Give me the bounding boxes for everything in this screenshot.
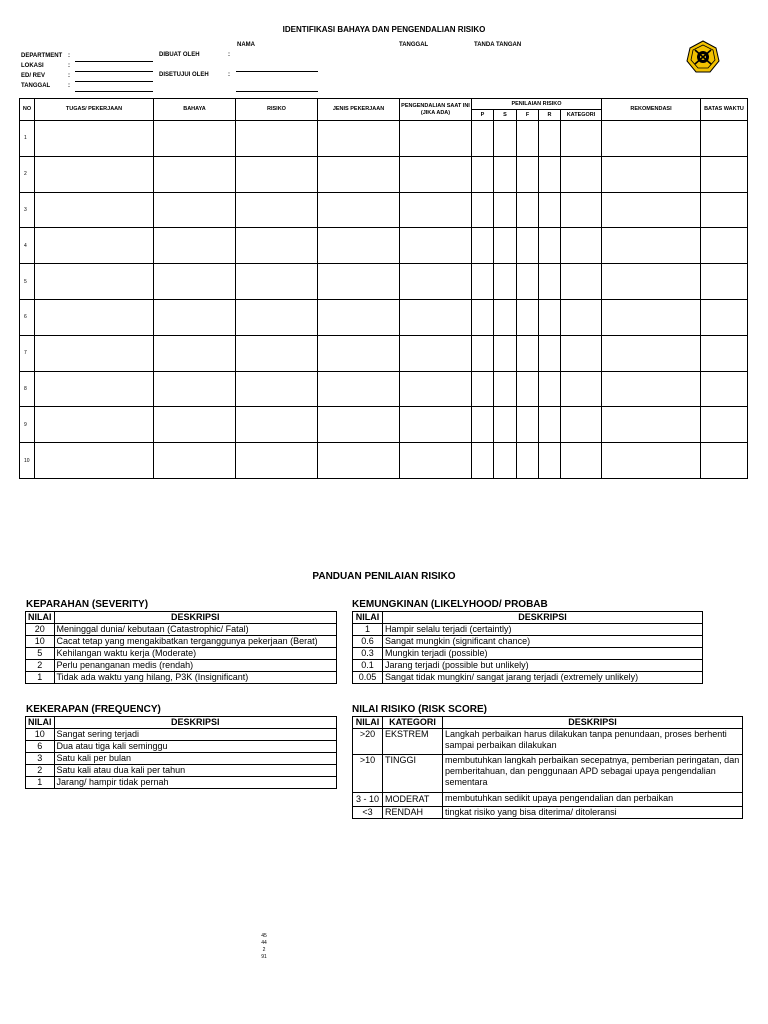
table-cell[interactable] <box>472 192 494 228</box>
frequency-nilai-header: NILAI <box>26 717 55 729</box>
row-number: 1 <box>20 121 35 157</box>
table-cell[interactable] <box>236 335 318 371</box>
table-cell[interactable] <box>154 299 236 335</box>
risk-score-deskripsi: tingkat risiko yang bisa diterima/ ditoleransi <box>443 807 743 819</box>
table-cell[interactable] <box>472 228 494 264</box>
risk-score-nilai: <3 <box>353 807 383 819</box>
frequency-row <box>26 729 337 741</box>
table-cell[interactable] <box>602 407 701 443</box>
table-cell[interactable] <box>35 264 154 300</box>
risk-score-nilai: >20 <box>353 729 383 755</box>
severity-row <box>26 624 337 636</box>
table-cell[interactable] <box>701 156 748 192</box>
risk-identification-table <box>19 98 748 479</box>
nama-header: NAMA <box>237 42 255 48</box>
table-cell[interactable] <box>318 192 400 228</box>
risk-score-row <box>353 755 743 793</box>
table-cell[interactable] <box>472 121 494 157</box>
table-cell[interactable] <box>400 407 472 443</box>
header-risiko: RISIKO <box>236 99 318 121</box>
table-row <box>20 192 748 228</box>
table-cell[interactable] <box>400 371 472 407</box>
lokasi-colon: : <box>68 63 70 69</box>
table-cell[interactable] <box>154 156 236 192</box>
table-cell[interactable] <box>539 228 561 264</box>
table-cell[interactable] <box>318 156 400 192</box>
frequency-nilai: 10 <box>26 729 55 741</box>
table-cell[interactable] <box>701 264 748 300</box>
risk-score-kategori: TINGGI <box>383 755 443 793</box>
risk-score-nilai: 3 - 10 <box>353 793 383 807</box>
footer-number: 2 <box>262 947 266 953</box>
ed-rev-label: ED/ REV <box>21 73 46 79</box>
table-cell[interactable] <box>494 264 517 300</box>
table-cell[interactable] <box>561 335 602 371</box>
frequency-table <box>25 716 337 789</box>
frequency-deskripsi: Satu kali per bulan <box>54 753 337 765</box>
severity-deskripsi: Kehilangan waktu kerja (Moderate) <box>54 648 337 660</box>
frequency-row <box>26 753 337 765</box>
table-cell[interactable] <box>35 156 154 192</box>
table-cell[interactable] <box>236 443 318 479</box>
department-field[interactable] <box>75 61 153 62</box>
table-cell[interactable] <box>318 443 400 479</box>
risk-score-title: NILAI RISIKO (RISK SCORE) <box>352 704 488 715</box>
severity-row <box>26 636 337 648</box>
risk-score-kategori: EKSTREM <box>383 729 443 755</box>
severity-deskripsi: Meninggal dunia/ kebutaan (Catastrophic/ Fatal) <box>54 624 337 636</box>
table-cell[interactable] <box>494 156 517 192</box>
likelihood-deskripsi-header: DESKRIPSI <box>383 612 703 624</box>
table-cell[interactable] <box>517 156 539 192</box>
table-cell[interactable] <box>472 264 494 300</box>
table-cell[interactable] <box>236 264 318 300</box>
likelihood-title: KEMUNGKINAN (LIKELYHOOD/ PROBAB <box>352 599 548 610</box>
table-cell[interactable] <box>602 192 701 228</box>
table-cell[interactable] <box>494 371 517 407</box>
mining-emblem-logo-icon <box>686 40 720 74</box>
table-cell[interactable] <box>494 443 517 479</box>
disetujui-oleh-label: DISETUJUI OLEH <box>159 72 209 78</box>
table-row <box>20 335 748 371</box>
header-penilaian: PENILAIAN RISIKO <box>472 99 602 110</box>
table-row <box>20 407 748 443</box>
table-cell[interactable] <box>539 299 561 335</box>
row-number: 6 <box>20 299 35 335</box>
frequency-row <box>26 741 337 753</box>
table-cell[interactable] <box>236 192 318 228</box>
table-cell[interactable] <box>494 228 517 264</box>
table-cell[interactable] <box>154 264 236 300</box>
header-kategori: KATEGORI <box>561 110 602 121</box>
likelihood-nilai-header: NILAI <box>353 612 383 624</box>
likelihood-nilai: 1 <box>353 624 383 636</box>
header-pengendalian: PENGENDALIAN SAAT INI (JIKA ADA) <box>400 99 472 121</box>
table-cell[interactable] <box>561 371 602 407</box>
table-cell[interactable] <box>35 407 154 443</box>
table-cell[interactable] <box>602 371 701 407</box>
frequency-nilai: 6 <box>26 741 55 753</box>
severity-row <box>26 660 337 672</box>
table-cell[interactable] <box>494 121 517 157</box>
table-cell[interactable] <box>561 121 602 157</box>
table-cell[interactable] <box>236 228 318 264</box>
likelihood-deskripsi: Jarang terjadi (possible but unlikely) <box>383 660 703 672</box>
table-cell[interactable] <box>517 299 539 335</box>
risk-score-row <box>353 807 743 819</box>
row-number: 7 <box>20 335 35 371</box>
table-cell[interactable] <box>154 371 236 407</box>
tanda-tangan-header: TANDA TANGAN <box>474 42 522 48</box>
tanggal-label: TANGGAL <box>21 83 51 89</box>
footer-number: 44 <box>261 940 267 946</box>
table-cell[interactable] <box>561 443 602 479</box>
frequency-nilai: 2 <box>26 765 55 777</box>
table-cell[interactable] <box>602 443 701 479</box>
likelihood-deskripsi: Mungkin terjadi (possible) <box>383 648 703 660</box>
table-cell[interactable] <box>517 264 539 300</box>
frequency-nilai: 3 <box>26 753 55 765</box>
table-cell[interactable] <box>539 443 561 479</box>
header-tugas: TUGAS/ PEKERJAAN <box>35 99 154 121</box>
table-cell[interactable] <box>539 156 561 192</box>
table-cell[interactable] <box>472 443 494 479</box>
table-cell[interactable] <box>517 121 539 157</box>
likelihood-row <box>353 624 703 636</box>
table-cell[interactable] <box>539 371 561 407</box>
table-cell[interactable] <box>400 121 472 157</box>
row-number: 8 <box>20 371 35 407</box>
footer-numbers <box>254 933 274 961</box>
table-cell[interactable] <box>701 228 748 264</box>
table-cell[interactable] <box>318 299 400 335</box>
table-cell[interactable] <box>539 407 561 443</box>
table-cell[interactable] <box>472 371 494 407</box>
likelihood-nilai: 0.3 <box>353 648 383 660</box>
department-label: DEPARTMENT <box>21 53 63 59</box>
table-cell[interactable] <box>701 407 748 443</box>
severity-nilai: 1 <box>26 672 55 684</box>
table-cell[interactable] <box>318 121 400 157</box>
risk-score-deskripsi: Langkah perbaikan harus dilakukan tanpa penundaan, proses berhenti sampai perbaikan dilakukan <box>443 729 743 755</box>
table-cell[interactable] <box>35 371 154 407</box>
table-row <box>20 443 748 479</box>
likelihood-table <box>352 611 703 684</box>
table-cell[interactable] <box>35 335 154 371</box>
table-cell[interactable] <box>318 335 400 371</box>
likelihood-nilai: 0.6 <box>353 636 383 648</box>
severity-nilai-header: NILAI <box>26 612 55 624</box>
frequency-nilai: 1 <box>26 777 55 789</box>
table-cell[interactable] <box>154 443 236 479</box>
table-cell[interactable] <box>561 192 602 228</box>
table-cell[interactable] <box>154 192 236 228</box>
dibuat-oleh-label: DIBUAT OLEH <box>159 52 200 58</box>
table-cell[interactable] <box>472 299 494 335</box>
table-cell[interactable] <box>400 228 472 264</box>
risk-score-nilai-header: NILAI <box>353 717 383 729</box>
table-row <box>20 299 748 335</box>
risk-score-row <box>353 793 743 807</box>
page-title: IDENTIFIKASI BAHAYA DAN PENGENDALIAN RISIKO <box>282 25 486 34</box>
table-cell[interactable] <box>602 299 701 335</box>
row-number: 9 <box>20 407 35 443</box>
lokasi-field[interactable] <box>75 71 153 72</box>
table-row <box>20 371 748 407</box>
header-f: F <box>517 110 539 121</box>
frequency-deskripsi: Jarang/ hampir tidak pernah <box>54 777 337 789</box>
table-cell[interactable] <box>517 192 539 228</box>
table-cell[interactable] <box>400 192 472 228</box>
table-cell[interactable] <box>400 156 472 192</box>
table-cell[interactable] <box>517 407 539 443</box>
frequency-deskripsi: Sangat sering terjadi <box>54 729 337 741</box>
table-cell[interactable] <box>539 192 561 228</box>
table-cell[interactable] <box>236 407 318 443</box>
header-rekomendasi: REKOMENDASI <box>602 99 701 121</box>
table-cell[interactable] <box>318 371 400 407</box>
risk-score-deskripsi: membutuhkan sedikit upaya pengendalian dan perbaikan <box>443 793 743 807</box>
table-cell[interactable] <box>517 443 539 479</box>
severity-nilai: 10 <box>26 636 55 648</box>
severity-deskripsi: Perlu penanganan medis (rendah) <box>54 660 337 672</box>
dibuat-oleh-colon: : <box>228 52 230 58</box>
header-r: R <box>539 110 561 121</box>
risk-score-table <box>352 716 743 819</box>
table-cell[interactable] <box>602 156 701 192</box>
table-cell[interactable] <box>318 407 400 443</box>
likelihood-row <box>353 648 703 660</box>
table-cell[interactable] <box>236 121 318 157</box>
header-jenis: JENIS PEKERJAAN <box>318 99 400 121</box>
header-no: NO <box>20 99 35 121</box>
severity-deskripsi: Cacat tetap yang mengakibatkan terganggunya pekerjaan (Berat) <box>54 636 337 648</box>
risk-score-kategori-header: KATEGORI <box>383 717 443 729</box>
severity-deskripsi: Tidak ada waktu yang hilang, P3K (Insignificant) <box>54 672 337 684</box>
severity-nilai: 20 <box>26 624 55 636</box>
ed-rev-field[interactable] <box>75 81 153 82</box>
tanggal-colon: : <box>68 83 70 89</box>
table-cell[interactable] <box>701 371 748 407</box>
header-s: S <box>494 110 517 121</box>
table-cell[interactable] <box>561 228 602 264</box>
table-row <box>20 228 748 264</box>
table-cell[interactable] <box>701 192 748 228</box>
disetujui-oleh-field[interactable] <box>236 91 318 92</box>
footer-number: 45 <box>261 933 267 939</box>
row-number: 2 <box>20 156 35 192</box>
table-cell[interactable] <box>35 121 154 157</box>
row-number: 4 <box>20 228 35 264</box>
table-cell[interactable] <box>517 228 539 264</box>
row-number: 10 <box>20 443 35 479</box>
table-cell[interactable] <box>602 121 701 157</box>
table-cell[interactable] <box>539 121 561 157</box>
table-cell[interactable] <box>400 264 472 300</box>
risk-score-row <box>353 729 743 755</box>
severity-row <box>26 672 337 684</box>
tanggal-field[interactable] <box>75 91 153 92</box>
likelihood-deskripsi: Sangat tidak mungkin/ sangat jarang terjadi (extremely unlikely) <box>383 672 703 684</box>
table-cell[interactable] <box>517 335 539 371</box>
frequency-deskripsi: Dua atau tiga kali seminggu <box>54 741 337 753</box>
table-cell[interactable] <box>472 335 494 371</box>
table-cell[interactable] <box>35 228 154 264</box>
header-bahaya: BAHAYA <box>154 99 236 121</box>
severity-row <box>26 648 337 660</box>
frequency-deskripsi-header: DESKRIPSI <box>54 717 337 729</box>
footer-number: 91 <box>261 954 267 960</box>
table-cell[interactable] <box>494 335 517 371</box>
table-cell[interactable] <box>561 156 602 192</box>
likelihood-nilai: 0.1 <box>353 660 383 672</box>
risk-score-deskripsi: membutuhkan langkah perbaikan secepatnya, pemberian peringatan, dan pemberitahuan, dan penggunaan APD sebagai upaya pengendalian sementara <box>443 755 743 793</box>
severity-nilai: 2 <box>26 660 55 672</box>
table-cell[interactable] <box>701 299 748 335</box>
tanggal-header: TANGGAL <box>399 42 429 48</box>
table-cell[interactable] <box>472 156 494 192</box>
table-cell[interactable] <box>539 335 561 371</box>
table-cell[interactable] <box>561 299 602 335</box>
table-cell[interactable] <box>35 443 154 479</box>
table-cell[interactable] <box>561 264 602 300</box>
table-cell[interactable] <box>472 407 494 443</box>
table-cell[interactable] <box>701 443 748 479</box>
table-cell[interactable] <box>400 443 472 479</box>
dibuat-oleh-field[interactable] <box>236 71 318 72</box>
row-number: 3 <box>20 192 35 228</box>
table-row <box>20 121 748 157</box>
table-cell[interactable] <box>539 264 561 300</box>
table-cell[interactable] <box>236 156 318 192</box>
table-cell[interactable] <box>400 335 472 371</box>
likelihood-deskripsi: Sangat mungkin (significant chance) <box>383 636 703 648</box>
severity-table <box>25 611 337 684</box>
likelihood-deskripsi: Hampir selalu terjadi (certaintly) <box>383 624 703 636</box>
severity-title: KEPARAHAN (SEVERITY) <box>26 599 149 610</box>
table-cell[interactable] <box>602 264 701 300</box>
lokasi-label: LOKASI <box>21 63 44 69</box>
disetujui-oleh-colon: : <box>228 72 230 78</box>
likelihood-row <box>353 672 703 684</box>
table-row <box>20 264 748 300</box>
risk-score-kategori: RENDAH <box>383 807 443 819</box>
table-cell[interactable] <box>494 299 517 335</box>
frequency-title: KEKERAPAN (FREQUENCY) <box>26 704 161 715</box>
table-cell[interactable] <box>154 335 236 371</box>
ed-rev-colon: : <box>68 73 70 79</box>
severity-deskripsi-header: DESKRIPSI <box>54 612 337 624</box>
header-batas-waktu: BATAS WAKTU <box>701 99 748 121</box>
table-cell[interactable] <box>517 371 539 407</box>
guide-title: PANDUAN PENILAIAN RISIKO <box>312 571 456 582</box>
department-colon: : <box>68 53 70 59</box>
risk-score-kategori: MODERAT <box>383 793 443 807</box>
risk-score-nilai: >10 <box>353 755 383 793</box>
table-cell[interactable] <box>494 407 517 443</box>
table-cell[interactable] <box>154 407 236 443</box>
frequency-deskripsi: Satu kali atau dua kali per tahun <box>54 765 337 777</box>
table-cell[interactable] <box>602 335 701 371</box>
likelihood-nilai: 0.05 <box>353 672 383 684</box>
table-cell[interactable] <box>494 192 517 228</box>
table-cell[interactable] <box>236 299 318 335</box>
table-cell[interactable] <box>318 264 400 300</box>
header-p: P <box>472 110 494 121</box>
table-cell[interactable] <box>35 192 154 228</box>
table-cell[interactable] <box>236 371 318 407</box>
table-cell[interactable] <box>701 121 748 157</box>
table-cell[interactable] <box>602 228 701 264</box>
table-cell[interactable] <box>701 335 748 371</box>
table-cell[interactable] <box>154 228 236 264</box>
table-cell[interactable] <box>400 299 472 335</box>
table-cell[interactable] <box>35 299 154 335</box>
table-cell[interactable] <box>561 407 602 443</box>
table-cell[interactable] <box>318 228 400 264</box>
table-cell[interactable] <box>154 121 236 157</box>
likelihood-row <box>353 636 703 648</box>
likelihood-row <box>353 660 703 672</box>
severity-nilai: 5 <box>26 648 55 660</box>
risk-score-deskripsi-header: DESKRIPSI <box>443 717 743 729</box>
table-row <box>20 156 748 192</box>
frequency-row <box>26 765 337 777</box>
row-number: 5 <box>20 264 35 300</box>
frequency-row <box>26 777 337 789</box>
